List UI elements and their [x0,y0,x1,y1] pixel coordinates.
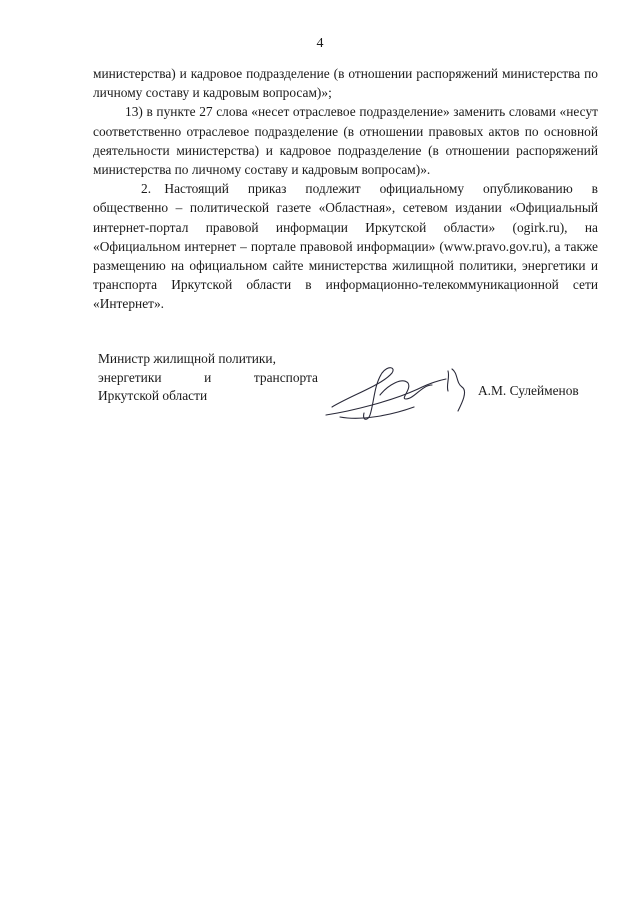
position-line-1: Министр жилищной политики, [98,351,276,366]
paragraph-item-2-publication: 2. Настоящий приказ подлежит официальному опубликованию в общественно – политической газете «Областная», сетевом издании «Официальный интернет-портал правовой информации Иркутской области» (ogirk.ru), на «Официальном интернет – портале правовой информации» (www.pravo.gov.ru), а также размещению на официальном сайте министерства жилищной политики, энергетики и транспорта Иркутской области в информационно-телекоммуникационной сети «Интернет». [93,181,598,312]
position-line-2: энергетики и транспорта [98,369,318,385]
signatory-position [98,350,318,406]
document-body [93,64,598,314]
paragraph-item-13: 13) в пункте 27 слова «несет отраслевое подразделение» заменить словами «несут соответственно отраслевое подразделение (в отношении правовых актов по основной деятельности министерства) и кадровое подразделение (в отношении распоряжений министерства по личному составу и кадровым вопросам)». [93,104,598,178]
paragraph-continuation: министерства) и кадровое подразделение (в отношении распоряжений министерства по личному составу и кадровым вопросам)»; [93,66,598,101]
signer-name: А.М. Сулейменов [478,383,579,398]
handwritten-signature [322,355,482,425]
position-line-3: Иркутской области [98,388,208,404]
page-number: 4 [316,36,324,51]
